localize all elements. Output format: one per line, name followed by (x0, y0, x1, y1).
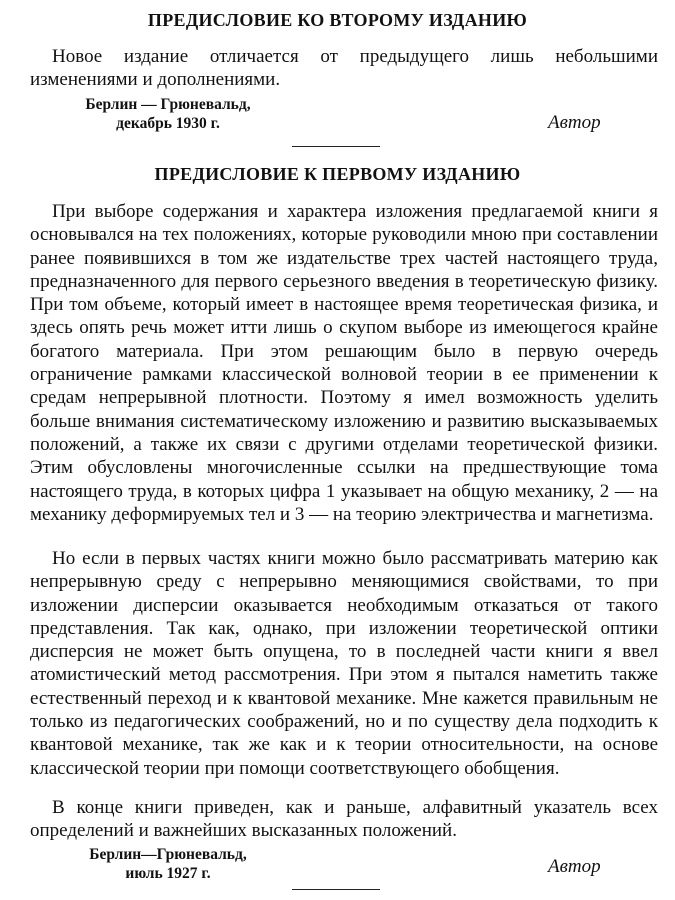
first-edition-place: Берлин—Грюневальд, (89, 846, 247, 863)
second-edition-signature-place (83, 95, 253, 133)
first-edition-author: Автор (548, 856, 601, 877)
second-edition-date: декабрь 1930 г. (116, 115, 220, 132)
second-edition-place: Берлин — Грюневальд, (85, 96, 251, 113)
first-edition-paragraph-2: Но если в первых частях книги можно было рассматривать материю как непрерывную среду с непрерывно меняющимися свойствами, то при изложении дисперсии оказывается необходимым отказаться от такого представления. Так как, однако, при изложении теоретической оптики дисперсия не может быть опущена, то в последней части книги я ввел атомистический метод рассмотрения. При этом я пытался наметить также естественный переход и к квантовой механике. Мне кажется правильным не только из педагогических соображений, но и по существу дела подходить к квантовой механике, так же как и к теории относительности, на основе классической теории при помощи соответствующего обобщения. (30, 548, 658, 779)
second-edition-author: Автор (548, 112, 601, 133)
second-edition-title: ПРЕДИСЛОВИЕ КО ВТОРОМУ ИЗДАНИЮ (147, 10, 528, 30)
first-edition-paragraph-3: В конце книги приведен, как и раньше, алфавитный указатель всех определений и важнейших высказанных положений. (30, 797, 658, 842)
first-edition-date: июль 1927 г. (125, 865, 211, 882)
bottom-divider (292, 889, 380, 890)
first-edition-paragraph-1: При выборе содержания и характера изложения предлагаемой книги я основывался на тех положениях, которые руководили мною при составлении ранее появившихся в том же издательстве трех частей настоящего труда, предназначенного для первого серьезного введения в теоретическую физику. При том объеме, который имеет в настоящее время теоретическая физика, и здесь опять речь может итти лишь о скупом выборе из имеющегося крайне богатого материала. При этом решающим было в первую очередь ограничение рамками классической волновой теории в ее применении к средам непрерывной плотности. Поэтому я имел возможность уделить больше внимания систематическому изложению и развитию высказываемых положений, а также их связи с другими отделами теоретической физики. Этим обусловлены многочисленные ссылки на предшествующие тома настоящего труда, в которых цифра 1 указывает на общую механику, 2 — на механику деформируемых тел и 3 — на теорию электричества и магнетизма. (30, 201, 658, 525)
first-edition-title: ПРЕДИСЛОВИЕ К ПЕРВОМУ ИЗДАНИЮ (154, 164, 521, 184)
first-edition-signature-place (83, 845, 253, 883)
second-edition-text: Новое издание отличается от предыдущего лишь небольшими изменениями и дополнениями. (30, 46, 658, 91)
section-divider (292, 146, 380, 147)
